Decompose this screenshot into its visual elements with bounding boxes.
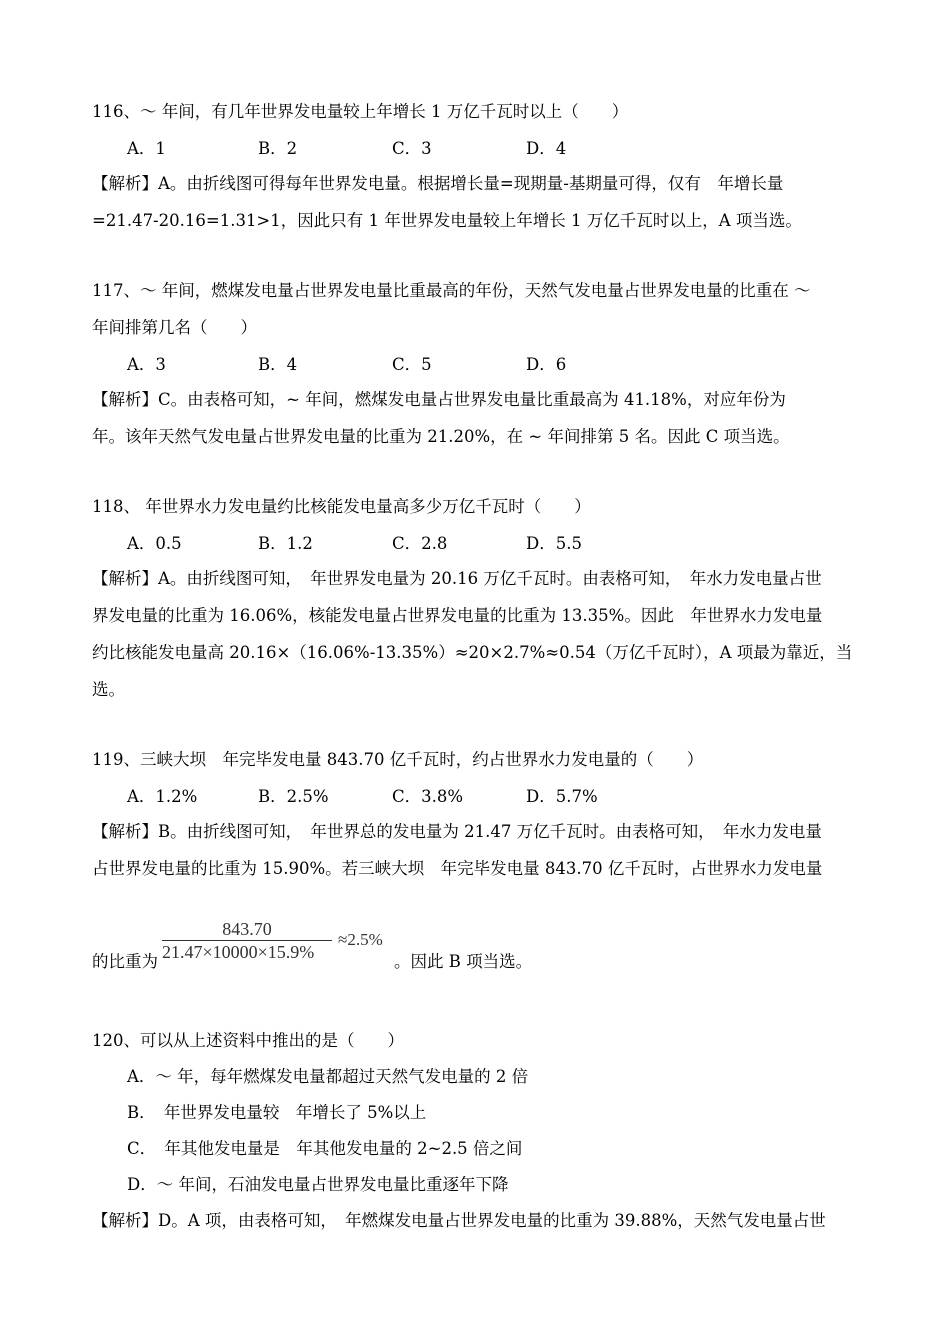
q120-option-c: C． 年其他发电量是 年其他发电量的 2~2.5 倍之间 xyxy=(127,1139,523,1158)
q116-option-b: B．2 xyxy=(258,139,298,158)
q116-option-d: D．4 xyxy=(526,139,567,158)
q118-analysis-line: 【解析】A。由折线图可知， 年世界发电量为 20.16 万亿千瓦时。由表格可知， 年水力发电量占世 xyxy=(92,569,822,588)
q117-analysis-line: 【解析】C。由表格可知，~ 年间，燃煤发电量占世界发电量比重最高为 41.18%，对应年份为 xyxy=(92,390,786,409)
q119-stem: 119、三峡大坝 年完毕发电量 843.70 亿千瓦时，约占世界水力发电量的（ ） xyxy=(92,750,704,769)
q116-analysis-line: 【解析】A。由折线图可得每年世界发电量。根据增长量=现期量-基期量可得，仅有 年增长量 xyxy=(92,174,784,193)
q119-option-c: C．3.8% xyxy=(392,787,464,806)
q120-option-b: B． 年世界发电量较 年增长了 5%以上 xyxy=(127,1103,427,1122)
q117-stem-line: 117、～ 年间，燃煤发电量占世界发电量比重最高的年份，天然气发电量占世界发电量的比重在 ～ xyxy=(92,281,811,300)
q118-analysis-line: 选。 xyxy=(92,680,125,699)
q119-fraction-numerator: 843.70 xyxy=(222,919,272,939)
q119-formula-result: ≈2.5% xyxy=(338,930,383,949)
q117-analysis-line: 年。该年天然气发电量占世界发电量的比重为 21.20%，在 ~ 年间排第 5 名。因此 C 项当选。 xyxy=(92,427,790,446)
q120-stem: 120、可以从上述资料中推出的是（ ） xyxy=(92,1031,404,1050)
q120-analysis-line: 【解析】D。A 项，由表格可知， 年燃煤发电量占世界发电量的比重为 39.88%，天然气发电量占世 xyxy=(92,1211,826,1230)
q119-formula-prefix: 的比重为 xyxy=(92,952,158,971)
q119-fraction xyxy=(162,918,332,963)
q117-option-b: B．4 xyxy=(258,355,298,374)
q117-stem-line: 年间排第几名（ ） xyxy=(92,318,257,337)
q120-option-d: D．～ 年间，石油发电量占世界发电量比重逐年下降 xyxy=(127,1175,509,1194)
q118-option-a: A．0.5 xyxy=(127,534,182,553)
q116-option-a: A．1 xyxy=(127,139,166,158)
q116-analysis-line: =21.47-20.16=1.31>1，因此只有 1 年世界发电量较上年增长 1 万亿千瓦时以上，A 项当选。 xyxy=(92,211,802,230)
q119-option-b: B．2.5% xyxy=(258,787,329,806)
q117-option-c: C．5 xyxy=(392,355,432,374)
q118-analysis-line: 界发电量的比重为 16.06%，核能发电量占世界发电量的比重为 13.35%。因此 年世界水力发电量 xyxy=(92,606,823,625)
q118-analysis-line: 约比核能发电量高 20.16×（16.06%-13.35%）≈20×2.7%≈0.54（万亿千瓦时），A 项最为靠近，当 xyxy=(92,643,853,662)
q118-option-c: C．2.8 xyxy=(392,534,448,553)
q118-stem: 118、 年世界水力发电量约比核能发电量高多少万亿千瓦时（ ） xyxy=(92,497,591,516)
q119-option-a: A．1.2% xyxy=(127,787,198,806)
q117-option-d: D．6 xyxy=(526,355,567,374)
q120-option-a: A．～ 年，每年燃煤发电量都超过天然气发电量的 2 倍 xyxy=(127,1067,529,1086)
q116-option-c: C．3 xyxy=(392,139,432,158)
q119-analysis-line: 占世界发电量的比重为 15.90%。若三峡大坝 年完毕发电量 843.70 亿千瓦时，占世界水力发电量 xyxy=(92,859,823,878)
q116-stem: 116、～ 年间，有几年世界发电量较上年增长 1 万亿千瓦时以上（ ） xyxy=(92,102,629,121)
q117-option-a: A．3 xyxy=(127,355,166,374)
q118-option-d: D．5.5 xyxy=(526,534,582,553)
q119-option-d: D．5.7% xyxy=(526,787,598,806)
q119-analysis-line: 【解析】B。由折线图可知， 年世界总的发电量为 21.47 万亿千瓦时。由表格可知， 年水力发电量 xyxy=(92,822,822,841)
q119-formula-suffix: 。因此 B 项当选。 xyxy=(394,952,533,971)
q118-option-b: B．1.2 xyxy=(258,534,313,553)
q119-fraction-denominator: 21.47×10000×15.9% xyxy=(162,942,315,962)
